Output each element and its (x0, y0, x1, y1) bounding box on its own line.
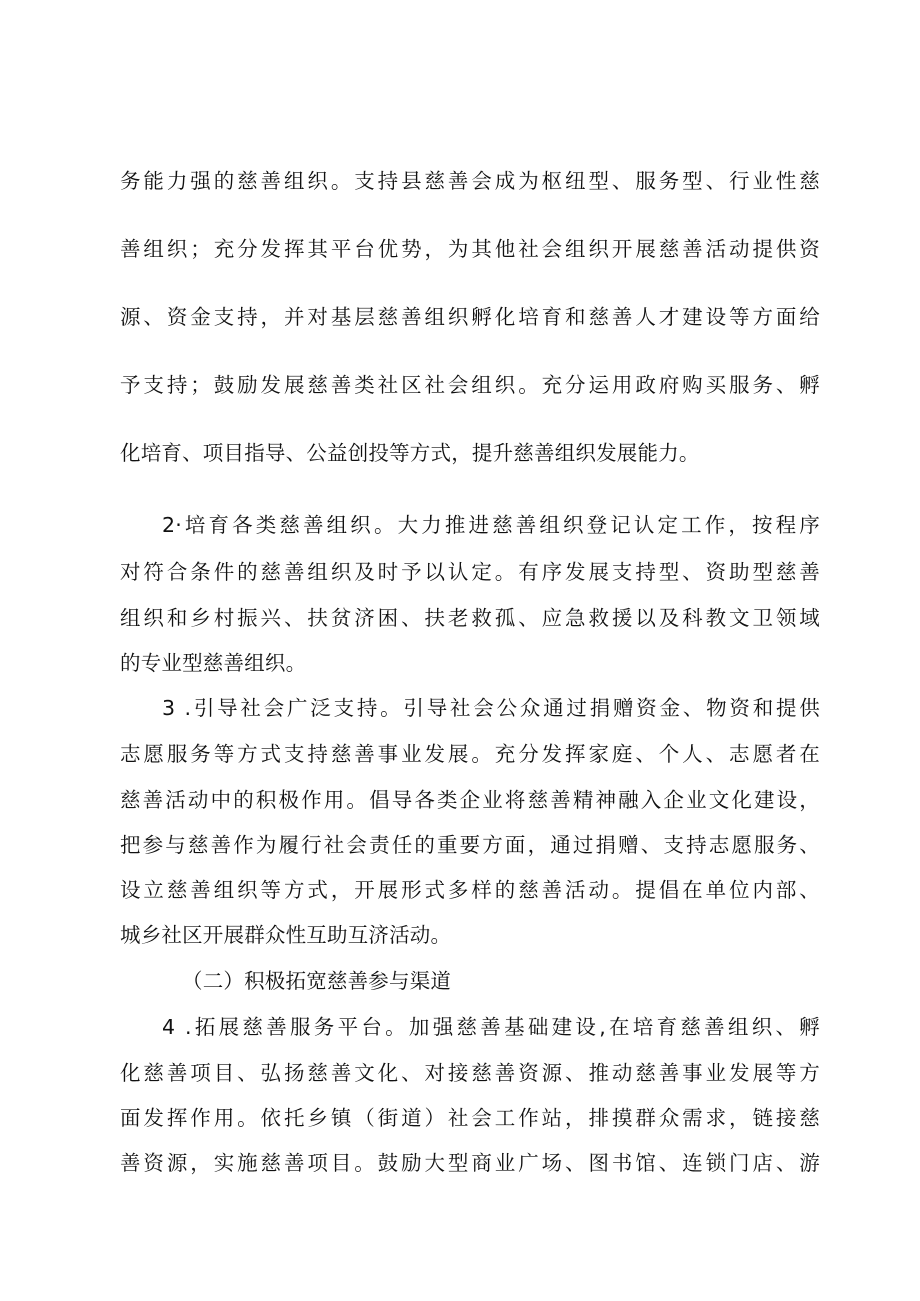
paragraph-line: 善资源，实施慈善项目。鼓励大型商业广场、图书馆、连锁门店、游 (120, 1151, 820, 1175)
paragraph-line: 的专业型慈善组织。 (120, 651, 307, 675)
paragraph-line: 慈善活动中的积极作用。倡导各类企业将慈善精神融入企业文化建设， (120, 788, 820, 812)
paragraph-line: 面发挥作用。依托乡镇（街道）社会工作站，排摸群众需求，链接慈 (120, 1106, 820, 1130)
paragraph-line: 化培育、项目指导、公益创投等方式，提升慈善组织发展能力。 (120, 441, 700, 465)
paragraph-line: 予支持；鼓励发展慈善类社区社会组织。充分运用政府购买服务、孵 (120, 373, 820, 397)
paragraph-line: 3 .引导社会广泛支持。引导社会公众通过捐赠资金、物资和提供 (162, 696, 820, 720)
paragraph-line: 化慈善项目、弘扬慈善文化、对接慈善资源、推动慈善事业发展等方 (120, 1061, 820, 1085)
paragraph-line: 对符合条件的慈善组织及时予以认定。有序发展支持型、资助型慈善 (120, 560, 820, 584)
paragraph-line: 城乡社区开展群众性互助互济活动。 (120, 923, 452, 947)
paragraph-line: 源、资金支持，并对基层慈善组织孵化培育和慈善人才建设等方面给 (120, 305, 820, 329)
paragraph-line: 务能力强的慈善组织。支持县慈善会成为枢纽型、服务型、行业性慈 (120, 169, 820, 193)
paragraph-line: 2·培育各类慈善组织。大力推进慈善组织登记认定工作，按程序 (162, 513, 820, 537)
paragraph-line: 善组织；充分发挥其平台优势，为其他社会组织开展慈善活动提供资 (120, 237, 820, 261)
section-heading: （二）积极拓宽慈善参与渠道 (182, 969, 452, 993)
paragraph-line: 设立慈善组织等方式，开展形式多样的慈善活动。提倡在单位内部、 (120, 878, 820, 902)
paragraph-line: 4 .拓展慈善服务平台。加强慈善基础建设,在培育慈善组织、孵 (162, 1015, 820, 1039)
paragraph-line: 志愿服务等方式支持慈善事业发展。充分发挥家庭、个人、志愿者在 (120, 742, 820, 766)
paragraph-line: 组织和乡村振兴、扶贫济困、扶老救孤、应急救援以及科教文卫领域 (120, 606, 820, 630)
paragraph-line: 把参与慈善作为履行社会责任的重要方面，通过捐赠、支持志愿服务、 (120, 833, 820, 857)
